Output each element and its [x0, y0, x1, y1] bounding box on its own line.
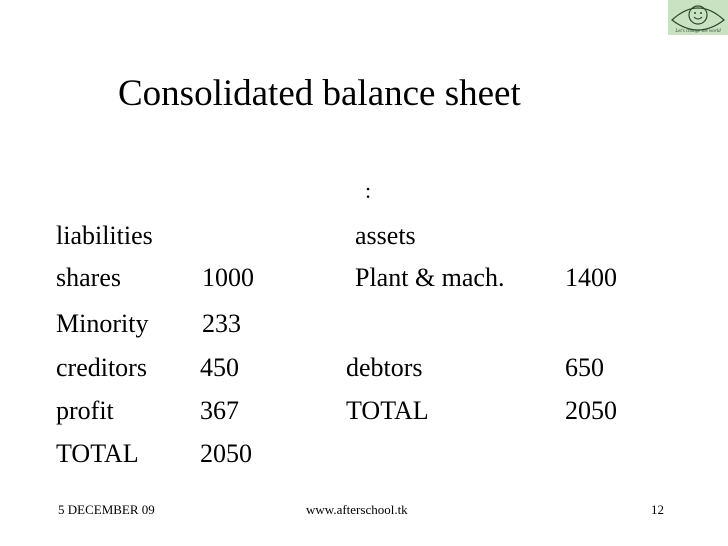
- row-label-profit: profit: [56, 396, 114, 425]
- row-value-shares: 1000: [202, 263, 254, 292]
- row-value-profit: 367: [200, 396, 239, 425]
- row-label-liabilities-total: TOTAL: [56, 439, 139, 468]
- footer-date: 5 DECEMBER 09: [58, 502, 155, 517]
- logo: [668, 0, 728, 35]
- row-value-liabilities-total: 2050: [200, 439, 252, 468]
- eye-smiley-icon: [668, 0, 728, 35]
- row-value-assets-total: 2050: [565, 396, 617, 425]
- assets-header: assets: [355, 221, 416, 250]
- row-label-minority: Minority: [56, 309, 149, 338]
- row-value-minority: 233: [202, 309, 241, 338]
- row-value-debtors: 650: [565, 353, 604, 382]
- row-label-shares: shares: [56, 263, 121, 292]
- row-label-debtors: debtors: [346, 353, 423, 382]
- row-value-plant: 1400: [565, 263, 617, 292]
- row-label-plant: Plant & mach.: [355, 263, 505, 292]
- colon: :: [365, 178, 372, 203]
- row-label-assets-total: TOTAL: [346, 396, 429, 425]
- svg-text:Let's change the world: Let's change the world: [675, 29, 721, 34]
- footer-page-number: 12: [651, 502, 664, 517]
- slide-title: Consolidated balance sheet: [118, 73, 521, 114]
- footer-url: www.afterschool.tk: [306, 502, 408, 517]
- row-value-creditors: 450: [200, 353, 239, 382]
- liabilities-header: liabilities: [56, 221, 153, 250]
- row-label-creditors: creditors: [56, 353, 147, 382]
